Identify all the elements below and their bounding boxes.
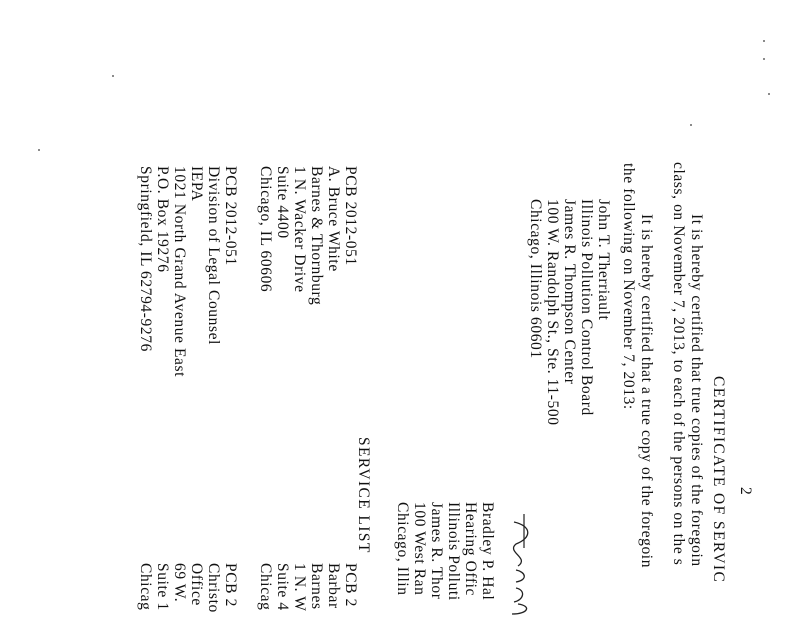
scan-speck [768, 93, 770, 95]
scan-speck [38, 149, 40, 151]
service-entry-1-line: Chicago, IL 60606 [257, 166, 274, 293]
service-entry-3-line: Suite 4 [274, 563, 291, 611]
service-entry-1-line: A. Bruce White [325, 166, 342, 272]
service-entry-1-line: Barnes & Thornburg [308, 166, 325, 306]
paragraph-2-line-1: It is hereby certified that a true copy of the foregoin [638, 214, 655, 569]
scan-speck [112, 75, 114, 77]
recipient-right-line: Hearing Offic [462, 502, 479, 597]
service-entry-4-line: Christo [205, 563, 222, 613]
service-entry-4-line: Office [188, 563, 205, 606]
scan-speck [690, 124, 692, 126]
scan-speck [763, 40, 765, 42]
recipient-line: Chicago, Illinois 60601 [527, 199, 544, 359]
service-entry-4-line: PCB 2 [222, 563, 239, 607]
service-entry-2-line: IEPA [188, 166, 205, 202]
recipient-right-line: 100 West Ran [411, 502, 428, 596]
recipient-right-line: Chicago, Illin [394, 502, 411, 596]
paragraph-1-line-2: class, on November 7, 2013, to each of the persons on the s [670, 162, 687, 566]
paragraph-1-line-1: It is hereby certified that true copies of the foregoin [688, 214, 705, 567]
service-entry-3-line: Chicag [257, 563, 274, 611]
service-entry-2-line: 1021 North Grand Avenue East [171, 166, 188, 378]
service-entry-2-line: Springfield, IL 62794-9276 [137, 166, 154, 352]
service-list-heading: SERVICE LIST [355, 437, 372, 554]
recipient-right-line: James R. Thor [428, 502, 445, 600]
recipient-line: Illinois Pollution Control Board [578, 199, 595, 416]
service-entry-2-line: Division of Legal Counsel [205, 166, 222, 346]
recipient-line: James R. Thompson Center [561, 199, 578, 385]
recipient-right-line: Bradley P. Hal [479, 502, 496, 601]
service-entry-1-line: 1 N. Wacker Drive [291, 166, 308, 293]
recipient-right-line: Illinois Polluti [445, 502, 462, 601]
service-entry-3-line: 1 N. W [291, 563, 308, 612]
scan-speck [763, 58, 765, 60]
page-number: 2 [737, 487, 754, 496]
certificate-heading: CERTIFICATE OF SERVIC [710, 376, 727, 584]
recipient-line: John T. Therriault [595, 199, 612, 321]
service-entry-2-line: P.O. Box 19276 [154, 166, 171, 273]
service-entry-4-line: Suite 1 [154, 563, 171, 611]
service-entry-2-line: PCB 2012-051 [222, 166, 239, 266]
service-entry-4-line: Chicag [137, 563, 154, 611]
service-entry-3-line: Barbar [325, 563, 342, 609]
recipient-line: 100 W. Randolph St., Ste. 11-500 [544, 199, 561, 426]
service-entry-3-line: PCB 2 [342, 563, 359, 607]
signature [502, 508, 536, 618]
service-entry-1-line: PCB 2012-051 [342, 166, 359, 266]
service-entry-4-line: 69 W. [171, 563, 188, 603]
service-entry-1-line: Suite 4400 [274, 166, 291, 239]
service-entry-3-line: Barnes [308, 563, 325, 610]
paragraph-2-line-2: the following on November 7, 2013: [620, 163, 637, 410]
